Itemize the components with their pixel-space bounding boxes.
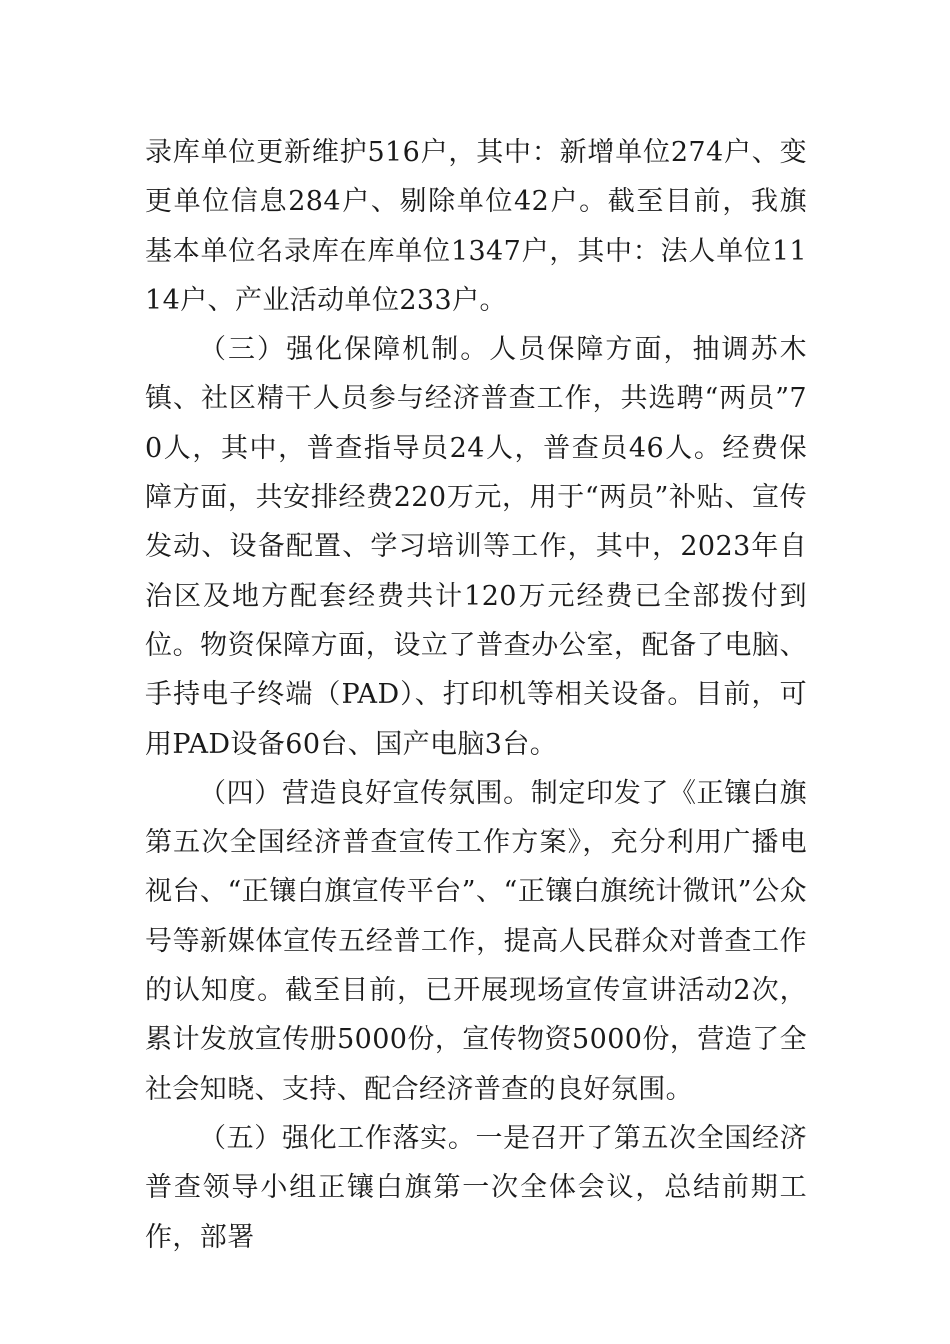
paragraph-unit-registry: 录库单位更新维护516户，其中：新增单位274户、变更单位信息284户、剔除单位42户。截至目前，我旗基本单位名录库在库单位1347户，其中：法人单位1114户、产业活动单位233户。 [145,137,807,316]
paragraph-work-implementation: （五）强化工作落实。一是召开了第五次全国经济普查领导小组正镶白旗第一次全体会议，总结前期工作，部署 [145,1122,807,1253]
paragraph-support-mechanism: （三）强化保障机制。人员保障方面，抽调苏木镇、社区精干人员参与经济普查工作，共选聘“两员”70人，其中，普查指导员24人，普查员46人。经费保障方面，共安排经费220万元，用于“两员”补贴、宣传发动、设备配置、学习培训等工作，其中，2023年自治区及地方配套经费共计120万元经费已全部拨付到位。物资保障方面，设立了普查办公室，配备了电脑、手持电子终端（PAD）、打印机等相关设备。目前，可用PAD设备60台、国产电脑3台。 [145,334,807,760]
document-body [145,128,807,1262]
paragraph-publicity: （四）营造良好宣传氛围。制定印发了《正镶白旗第五次全国经济普查宣传工作方案》，充分利用广播电视台、“正镶白旗宣传平台”、“正镶白旗统计微讯”公众号等新媒体宣传五经普工作，提高人民群众对普查工作的认知度。截至目前，已开展现场宣传宣讲活动2次，累计发放宣传册5000份，宣传物资5000份，营造了全社会知晓、支持、配合经济普查的良好氛围。 [145,777,807,1105]
